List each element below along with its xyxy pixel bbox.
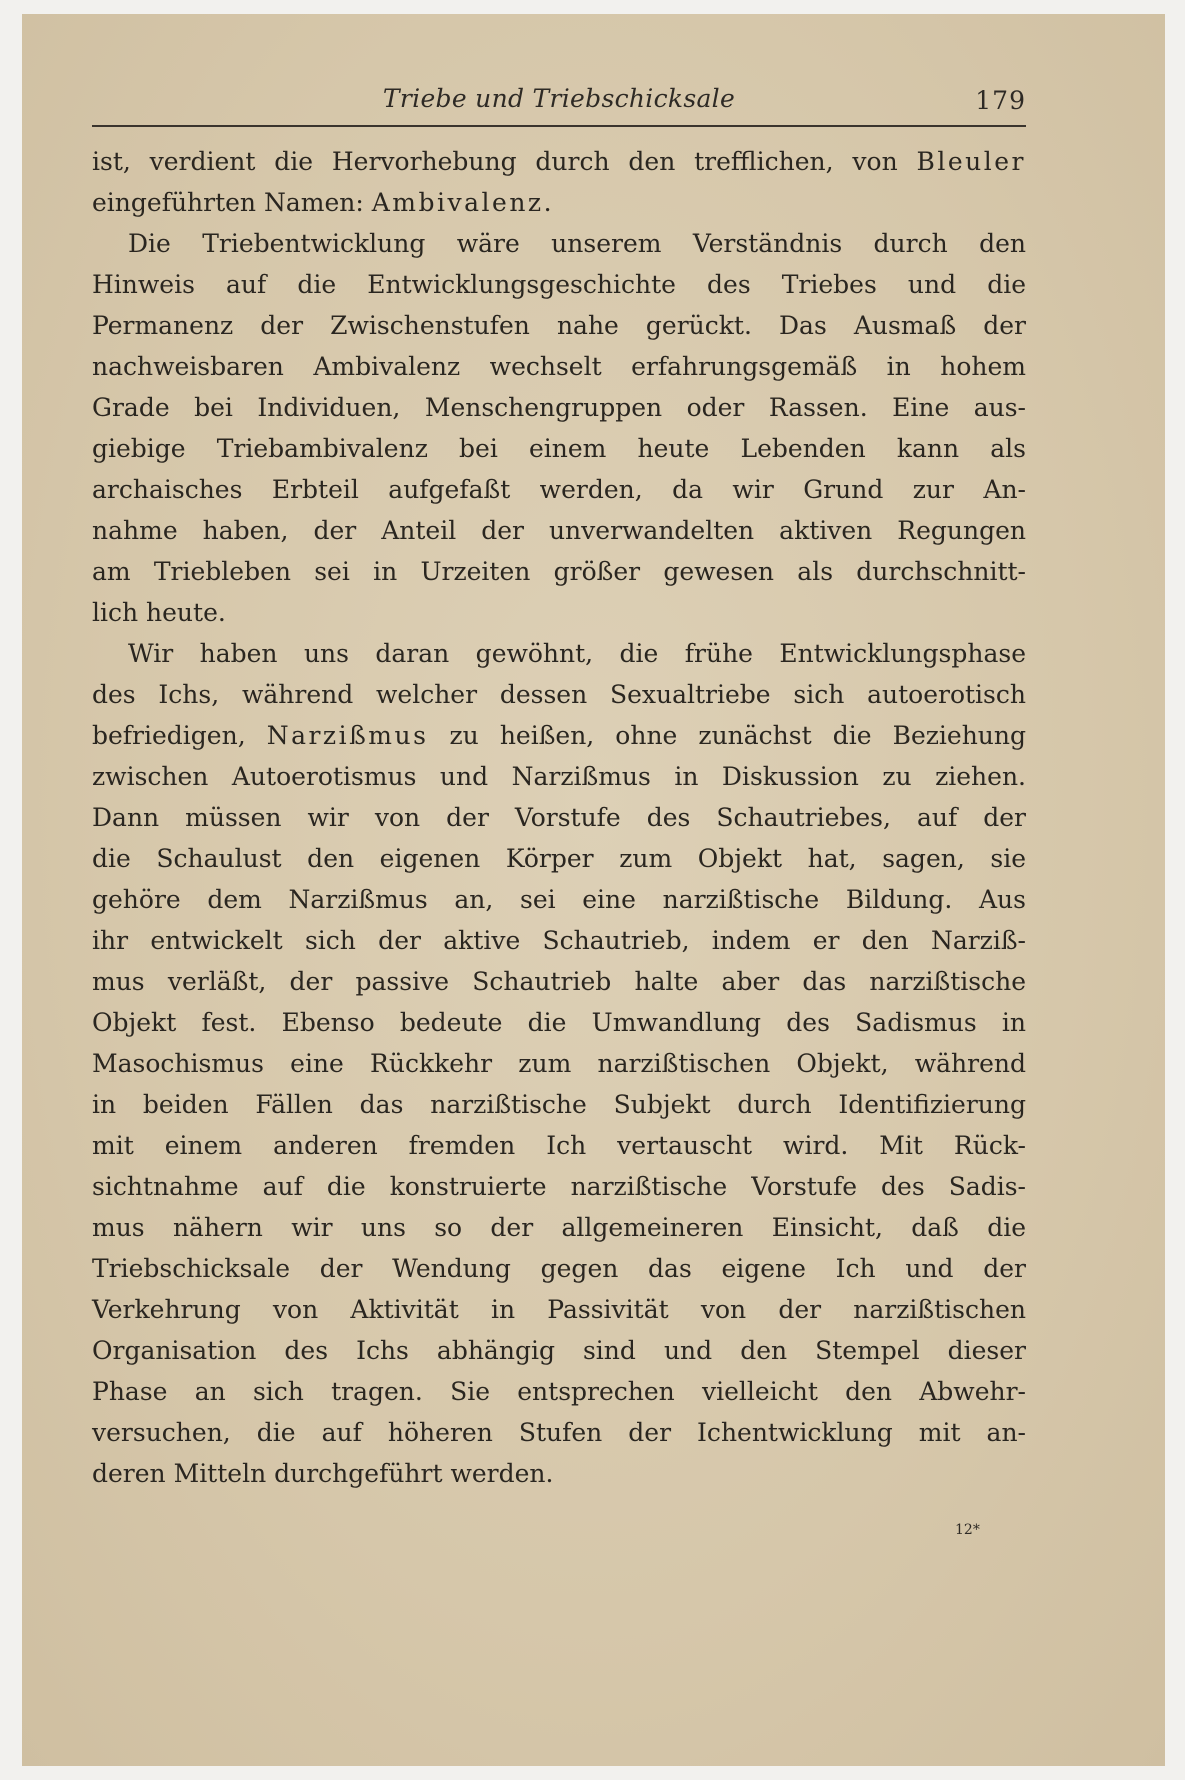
body-text [92,141,1026,1494]
text-line: Dann müssen wir von der Vorstufe des Schautriebes, auf der [92,803,1026,832]
text-line: Wir haben uns daran gewöhnt, die frühe Entwicklungsphase [128,639,1026,668]
text-line: giebige Triebambivalenz bei einem heute Lebenden kann als [92,434,1026,463]
text-line: Permanenz der Zwischenstufen nahe gerückt. Das Ausmaß der [92,311,1026,340]
text-line: zwischen Autoerotismus und Narzißmus in Diskussion zu ziehen. [92,762,1026,791]
text-line: die Schaulust den eigenen Körper zum Objekt hat, sagen, sie [92,844,1026,873]
text-line: mus nähern wir uns so der allgemeineren Einsicht, daß die [92,1213,1026,1242]
text-line: ihr entwickelt sich der aktive Schautrieb, indem er den Narziß- [92,926,1026,955]
text-line: Organisation des Ichs abhängig sind und den Stempel dieser [92,1336,1026,1365]
text-line: des Ichs, während welcher dessen Sexualtriebe sich autoerotisch [92,680,1026,709]
text-line: Verkehrung von Aktivität in Passivität von der narzißtischen [92,1295,1026,1324]
text-line: Triebschicksale der Wendung gegen das eigene Ich und der [92,1254,1026,1283]
text-line: am Triebleben sei in Urzeiten größer gewesen als durchschnitt- [92,557,1026,586]
text-line: nahme haben, der Anteil der unverwandelten aktiven Regungen [92,516,1026,545]
text-line: Die Triebentwicklung wäre unserem Verständnis durch den [128,229,1026,258]
text-line: befriedigen, Narzißmus zu heißen, ohne zunächst die Beziehung [92,721,1027,750]
text-line: Objekt fest. Ebenso bedeute die Umwandlung des Sadismus in [92,1008,1026,1037]
emphasized-word: Narzißmus [266,721,429,750]
emphasized-word: Bleuler [916,147,1026,176]
signature-mark: 12* [955,1522,980,1538]
text-line: archaisches Erbteil aufgefaßt werden, da wir Grund zur An- [92,475,1026,504]
text-line: gehöre dem Narzißmus an, sei eine narzißtische Bildung. Aus [92,885,1026,914]
text-line: in beiden Fällen das narzißtische Subjekt durch Identifizierung [92,1090,1026,1119]
text-line: ist, verdient die Hervorhebung durch den trefflichen, von Bleuler [92,147,1026,176]
text-line: Hinweis auf die Entwicklungsgeschichte des Triebes und die [92,270,1026,299]
running-title: Triebe und Triebschicksale [382,84,736,113]
text-line: lich heute. [92,598,226,627]
text-line: mus verläßt, der passive Schautrieb halte aber das narzißtische [92,967,1026,996]
text-line: Grade bei Individuen, Menschengruppen oder Rassen. Eine aus- [92,393,1026,422]
text-line: Phase an sich tragen. Sie entsprechen vielleicht den Abwehr- [92,1377,1026,1406]
text-line: sichtnahme auf die konstruierte narzißtische Vorstufe des Sadis- [92,1172,1026,1201]
running-head [92,74,1026,114]
text-line: Masochismus eine Rückkehr zum narzißtischen Objekt, während [92,1049,1026,1078]
text-line: versuchen, die auf höheren Stufen der Ichentwicklung mit an- [92,1418,1026,1447]
text-line: deren Mitteln durchgeführt werden. [92,1459,554,1488]
page-number: 179 [975,86,1026,115]
header-rule [92,125,1026,127]
text-line: mit einem anderen fremden Ich vertauscht wird. Mit Rück- [92,1131,1026,1160]
emphasized-word: Ambivalenz [371,188,544,217]
text-line: nachweisbaren Ambivalenz wechselt erfahrungsgemäß in hohem [92,352,1026,381]
text-line: eingeführten Namen: Ambivalenz. [92,188,552,217]
